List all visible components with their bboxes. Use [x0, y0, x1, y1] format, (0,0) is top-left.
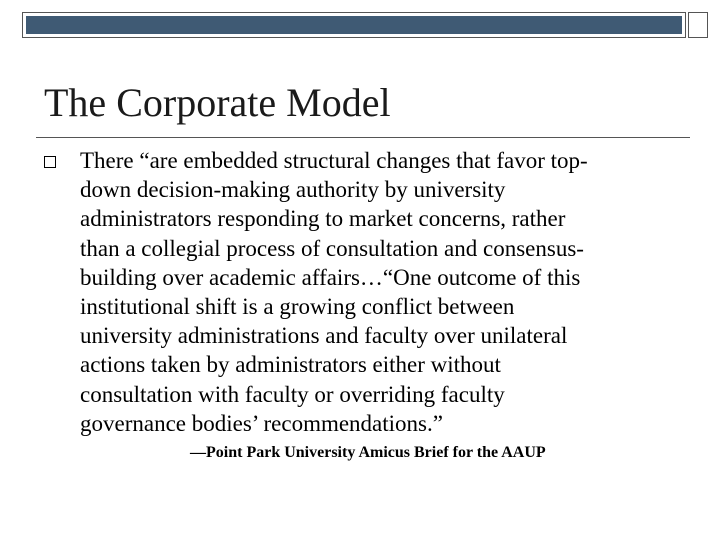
slide-title: The Corporate Model — [44, 80, 391, 125]
quote-line: building over academic affairs…“One outcome of this — [80, 264, 581, 290]
quote-line: consultation with faculty or overriding faculty — [80, 381, 505, 407]
quote-line: institutional shift is a growing conflict between — [80, 294, 515, 320]
quote-line: administrators responding to market concerns, rather — [80, 206, 566, 232]
quote-line: than a collegial process of consultation and consensus- — [80, 235, 584, 261]
header-corner-square — [688, 12, 708, 38]
quote-line: down decision-making authority by university — [80, 177, 506, 203]
quote-text — [80, 146, 680, 438]
quote-line: actions taken by administrators either without — [80, 352, 501, 378]
quote-attribution: —Point Park University Amicus Brief for the AAUP — [190, 444, 546, 461]
hollow-square-bullet-icon — [44, 156, 56, 168]
header-bar — [26, 16, 682, 34]
quote-line: university administrations and faculty over unilateral — [80, 323, 568, 349]
quote-line: governance bodies’ recommendations.” — [80, 410, 443, 436]
quote-line: There “are embedded structural changes that favor top- — [80, 148, 588, 173]
title-divider — [36, 137, 690, 138]
